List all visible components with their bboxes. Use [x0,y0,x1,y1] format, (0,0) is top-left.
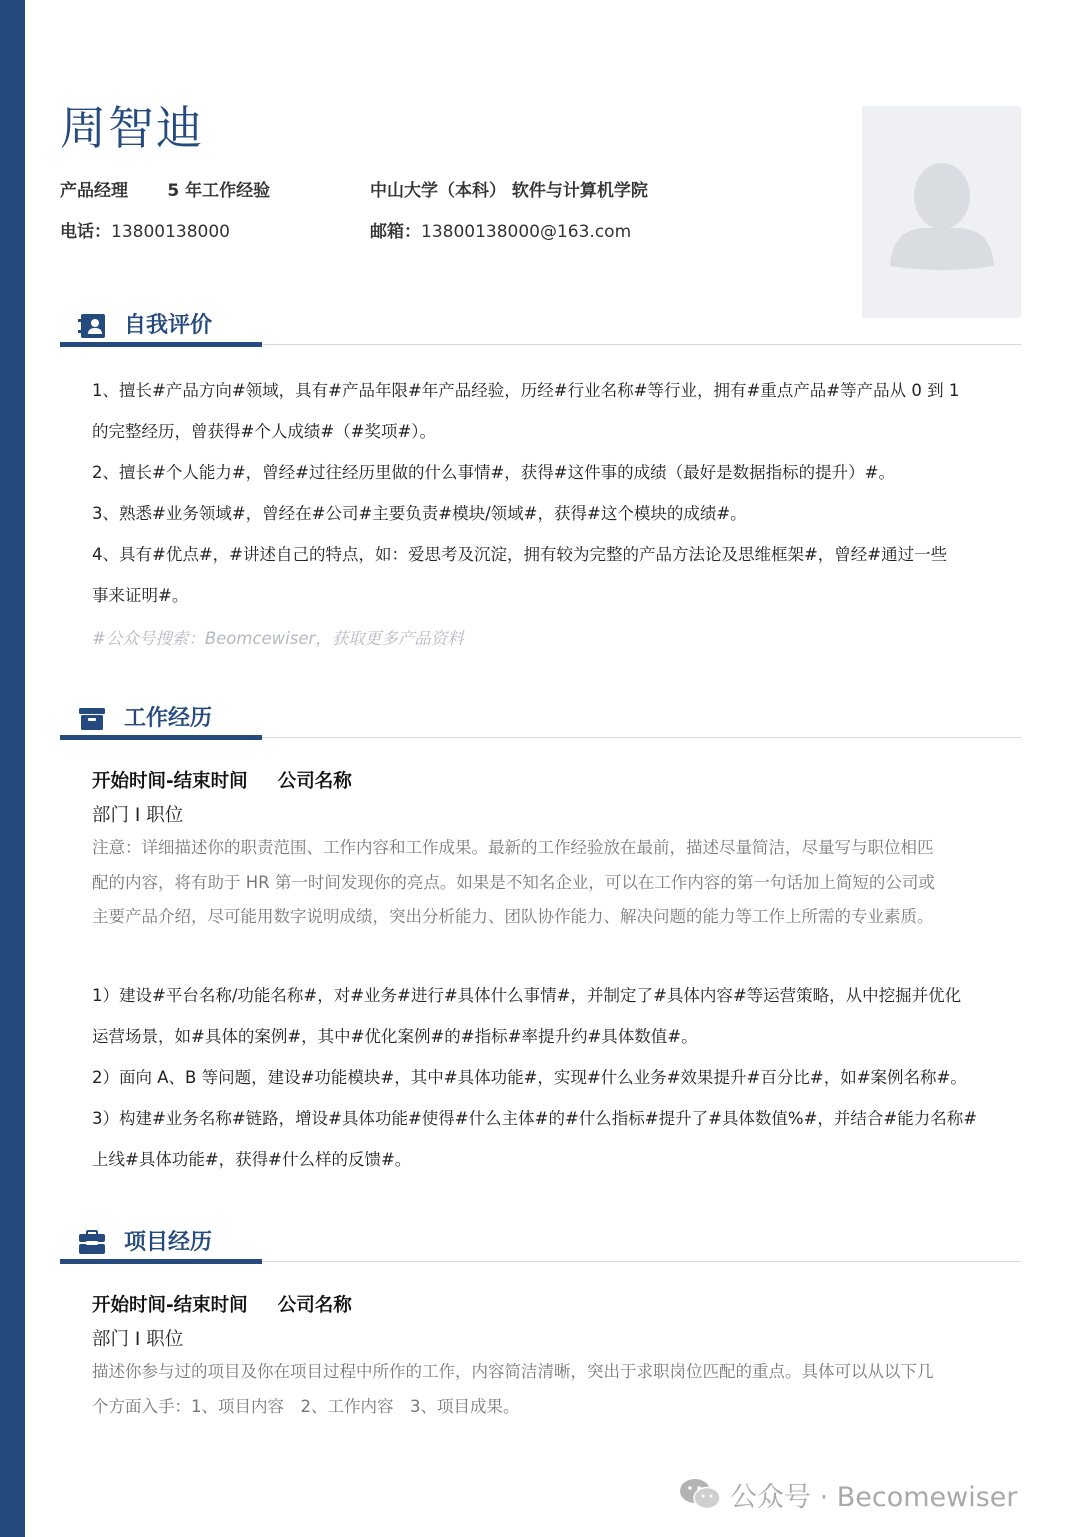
email-value: 13800138000@163.com [421,222,632,242]
wechat-icon [678,1476,722,1512]
self-evaluation-text [92,370,1024,616]
text-line: 上线#具体功能#，获得#什么样的反馈#。 [92,1150,412,1169]
email-label: 邮箱： [370,222,421,242]
experience: 5 年工作经验 [167,181,271,201]
work-company: 公司名称 [277,771,352,792]
candidate-name: 周智迪 [60,101,204,155]
text-line: 主要产品介绍，尽可能用数字说明成绩，突出分析能力、团队协作能力、解决问题的能力等工作上所需的专业素质。 [92,907,934,926]
text-line: 1、擅长#产品方向#领域，具有#产品年限#年产品经验，历经#行业名称#等行业，拥有#重点产品#等产品从 0 到 1 [92,381,960,400]
work-entry-header [92,767,352,793]
email-line [370,217,631,242]
phone-line [60,217,230,242]
profile-photo [862,106,1021,318]
person-card-icon [76,310,108,342]
section-underline [60,735,262,740]
work-details [92,975,1024,1180]
left-accent-bar [0,0,25,1537]
text-line: 1）建设#平台名称/功能名称#，对#业务#进行#具体什么事情#，并制定了#具体内容#等运营策略，从中挖掘并优化 [92,986,962,1005]
briefcase-icon [76,703,108,735]
text-line: 2、擅长#个人能力#，曾经#过往经历里做的什么事情#，获得#这件事的成绩（最好是数据指标的提升）#。 [92,463,895,482]
text-line: 3）构建#业务名称#链路，增设#具体功能#使得#什么主体#的#什么指标#提升了#具体数值%#，并结合#能力名称# [92,1109,978,1128]
phone-value: 13800138000 [111,222,230,242]
project-description [92,1355,934,1424]
section-underline [60,342,262,347]
education: 中山大学（本科） 软件与计算机学院 [370,181,648,201]
avatar-placeholder-icon [862,106,1021,318]
text-line: 描述你参与过的项目及你在项目过程中所作的工作，内容简洁清晰，突出于求职岗位匹配的重点。具体可以从以下几 [92,1362,934,1381]
section-work-experience [60,699,1021,739]
project-entry-header [92,1291,352,1317]
phone-label: 电话： [60,222,111,242]
text-line: 的完整经历，曾获得#个人成绩#（#奖项#）。 [92,422,437,441]
work-time: 开始时间-结束时间 [92,771,248,792]
work-dept: 部门 I 职位 [92,805,184,826]
watermark-text: 公众号 · Becomewiser [730,1481,1018,1513]
text-line: 3、熟悉#业务领域#，曾经在#公司#主要负责#模块/领域#，获得#这个模块的成绩#。 [92,504,747,523]
section-title: 自我评价 [124,313,213,338]
text-line: 配的内容，将有助于 HR 第一时间发现你的亮点。如果是不知名企业，可以在工作内容的第一句话加上简短的公司或 [92,872,935,892]
section-title: 项目经历 [124,1230,213,1255]
text-line: 事来证明#。 [92,586,189,605]
section-underline [60,1259,262,1264]
section-self-evaluation [60,306,1021,346]
position: 产品经理 [60,181,128,201]
project-dept: 部门 I 职位 [92,1329,184,1350]
education-line [370,176,648,201]
section-project-experience [60,1223,1021,1263]
text-line: 4、具有#优点#，#讲述自己的特点，如：爱思考及沉淀，拥有较为完整的产品方法论及思维框架#，曾经#通过一些 [92,545,948,564]
text-line: 注意：详细描述你的职责范围、工作内容和工作成果。最新的工作经验放在最前，描述尽量简洁，尽量写与职位相匹 [92,838,934,857]
toolbox-icon [76,1227,108,1259]
project-time: 开始时间-结束时间 [92,1295,248,1316]
project-company: 公司名称 [277,1295,352,1316]
search-note: #公众号搜索：Beomcewiser，获取更多产品资料 [92,629,464,648]
work-description [92,831,935,935]
section-title: 工作经历 [124,706,213,731]
text-line: 2）面向 A、B 等问题，建设#功能模块#，其中#具体功能#，实现#什么业务#效果提升#百分比#，如#案例名称#。 [92,1068,967,1087]
watermark [678,1474,1018,1514]
text-line: 个方面入手：1、项目内容 2、工作内容 3、项目成果。 [92,1396,520,1416]
text-line: 运营场景，如#具体的案例#，其中#优化案例#的#指标#率提升约#具体数值#。 [92,1027,698,1046]
position-line [60,176,270,201]
